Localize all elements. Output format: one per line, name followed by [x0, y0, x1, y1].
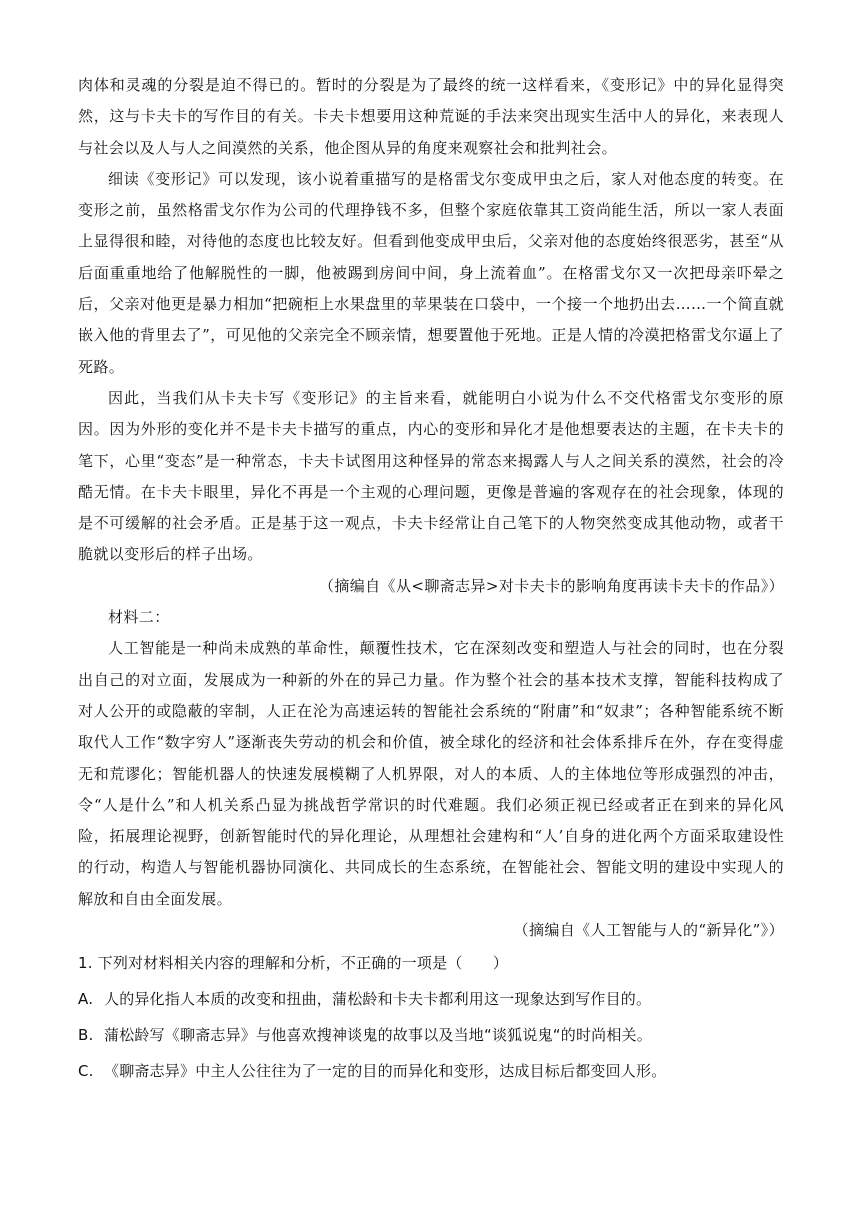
option-b[interactable] [78, 1017, 784, 1053]
question-stem: 1. 下列对材料相关内容的理解和分析，不正确的一项是（ ） [78, 954, 509, 973]
material2-source: （摘编自《人工智能与人的“新异化”》） [513, 921, 784, 940]
material2-label: 材料二： [108, 608, 170, 627]
option-a[interactable] [78, 981, 784, 1017]
material1-paragraph-3: 因此，当我们从卡夫卡写《变形记》的主旨来看，就能明白小说为什么不交代格雷戈尔变形的原因。因为外形的变化并不是卡夫卡描写的重点，内心的变形和异化才是他想要表达的主题，在卡夫卡的笔下，心里“变态”是一种常态，卡夫卡试图用这种怪异的常态来揭露人与人之间关系的漠然，社会的冷酷无情。在卡夫卡眼里，异化不再是一个主观的心理问题，更像是普遍的客观存在的社会现象，体现的是不可缓解的社会矛盾。正是基于这一观点，卡夫卡经常让自己笔下的人物突然变成其他动物，或者干脆就以变形后的样子出场。 [78, 388, 784, 564]
option-text: 《聊斋志异》中主人公往往为了一定的目的而异化和变形，达成目标后都变回人形。 [104, 1062, 667, 1081]
option-letter: A. [78, 990, 94, 1009]
option-letter: B. [78, 1026, 94, 1045]
option-text: 人的异化指人本质的改变和扭曲，蒲松龄和卡夫卡都利用这一现象达到写作目的。 [104, 990, 652, 1009]
material1-paragraph-2: 细读《变形记》可以发现，该小说着重描写的是格雷戈尔变成甲虫之后，家人对他态度的转变。在变形之前，虽然格雷戈尔作为公司的代理挣钱不多，但整个家庭依靠其工资尚能生活，所以一家人表面上显得很和睦，对待他的态度也比较友好。但看到他变成甲虫后，父亲对他的态度始终很恶劣，甚至“从后面重重地给了他解脱性的一脚，他被踢到房间中间，身上流着血”。在格雷戈尔又一次把母亲吓晕之后，父亲对他更是暴力相加“把碗柜上水果盘里的苹果装在口袋中，一个接一个地扔出去……一个简直就嵌入他的背里去了”，可见他的父亲完全不顾亲情，想要置他于死地。正是人情的冷漠把格雷戈尔逼上了死路。 [78, 169, 784, 376]
option-letter: C. [78, 1062, 94, 1081]
material1-source: （摘编自《从<聊斋志异>对卡夫卡的影响角度再读卡夫卡的作品》） [318, 576, 784, 595]
material1-paragraph-1: 肉体和灵魂的分裂是迫不得已的。暂时的分裂是为了最终的统一这样看来，《变形记》中的异化显得突然，这与卡夫卡的写作目的有关。卡夫卡想要用这种荒诞的手法来突出现实生活中人的异化，来表现人与社会以及人与人之间漠然的关系，他企图从异的角度来观察社会和批判社会。 [78, 76, 784, 157]
document-page [78, 70, 784, 1089]
option-c[interactable] [78, 1053, 784, 1089]
option-text: 蒲松龄写《聊斋志异》与他喜欢搜神谈鬼的故事以及当地“谈狐说鬼“的时尚相关。 [104, 1026, 652, 1045]
material2-paragraph-1: 人工智能是一种尚未成熟的革命性，颠覆性技术，它在深刻改变和塑造人与社会的同时，也在分裂出自己的对立面，发展成为一种新的外在的异己力量。作为整个社会的基本技术支撑，智能科技构成了对人公开的或隐蔽的宰制，人正在沦为高速运转的智能社会系统的“附庸”和“奴隶”；各种智能系统不断取代人工作“数字穷人”逐渐丧失劳动的机会和价值，被全球化的经济和社会体系排斥在外，存在变得虚无和荒谬化；智能机器人的快速发展模糊了人机界限，对人的本质、人的主体地位等形成强烈的冲击，令“人是什么”和人机关系凸显为挑战哲学常识的时代难题。我们必须正视已经或者正在到来的异化风险，拓展理论视野，创新智能时代的异化理论，从理想社会建构和“人’自身的进化两个方面采取建设性的行动，构造人与智能机器协同演化、共同成长的生态系统，在智能社会、智能文明的建设中实现人的解放和自由全面发展。 [78, 639, 784, 908]
